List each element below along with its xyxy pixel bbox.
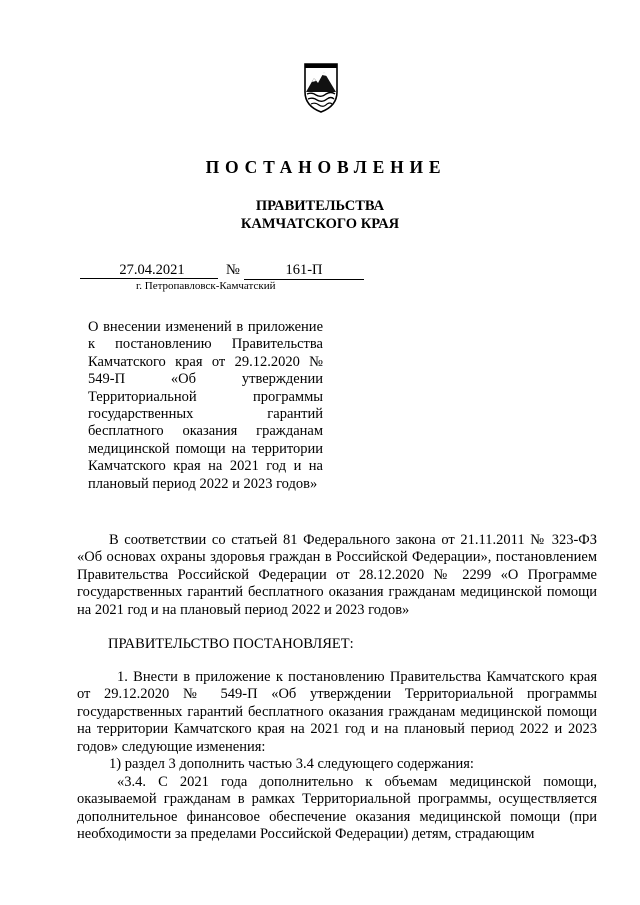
issuing-authority — [0, 198, 640, 233]
number-sign: № — [226, 262, 240, 278]
preamble-paragraph: В соответствии со статьей 81 Федерального закона от 21.11.2011 № 323-ФЗ «Об основах охраны здоровья граждан в Российской Федерации», постановлением Правительства Российской Федерации от 28.12.2020 № 2299 «О Программе государственных гарантий бесплатного оказания гражданам медицинской помощи на 2021 год и на плановый период 2022 и 2023 годов» — [77, 532, 597, 618]
document-number: 161-П — [244, 262, 364, 280]
document-date: 27.04.2021 — [80, 262, 218, 279]
authority-line-2: КАМЧАТСКОГО КРАЯ — [240, 215, 400, 232]
quoted-section-paragraph: «3.4. С 2021 года дополнительно к объемам медицинской помощи, оказываемой гражданам в рамках Территориальной программы, осуществляется дополнительное финансовое обеспечение оказания медицинской помощи (при необходимости за пределами Российской Федерации) детям, страдающим — [77, 774, 597, 843]
decree-heading: ПРАВИТЕЛЬСТВО ПОСТАНОВЛЯЕТ: — [108, 636, 354, 652]
document-type-title: ПОСТАНОВЛЕНИЕ — [205, 157, 447, 177]
document-subject: О внесении изменений в приложение к постановлению Правительства Камчатского края от 29.12.2020 № 549-П «Об утверждении Территориальной программы государственных гарантий бесплатного оказания гражданам медицинской помощи на территории Камчатского края на 2021 год и на плановый период 2022 и 2023 годов» — [88, 319, 323, 492]
item-1-paragraph: 1. Внести в приложение к постановлению Правительства Камчатского края от 29.12.2020 № 549-П «Об утверждении Территориальной программы государственных гарантий бесплатного оказания гражданам медицинской помощи на территории Камчатского края на 2021 год и на плановый период 2022 и 2023 годов» следующие изменения: — [77, 669, 597, 755]
kamchatka-coat-of-arms-icon — [302, 62, 340, 114]
subitem-1-paragraph: 1) раздел 3 дополнить частью 3.4 следующего содержания: — [109, 756, 474, 772]
document-city: г. Петропавловск-Камчатский — [136, 280, 276, 292]
authority-line-1: ПРАВИТЕЛЬСТВА — [255, 198, 385, 214]
